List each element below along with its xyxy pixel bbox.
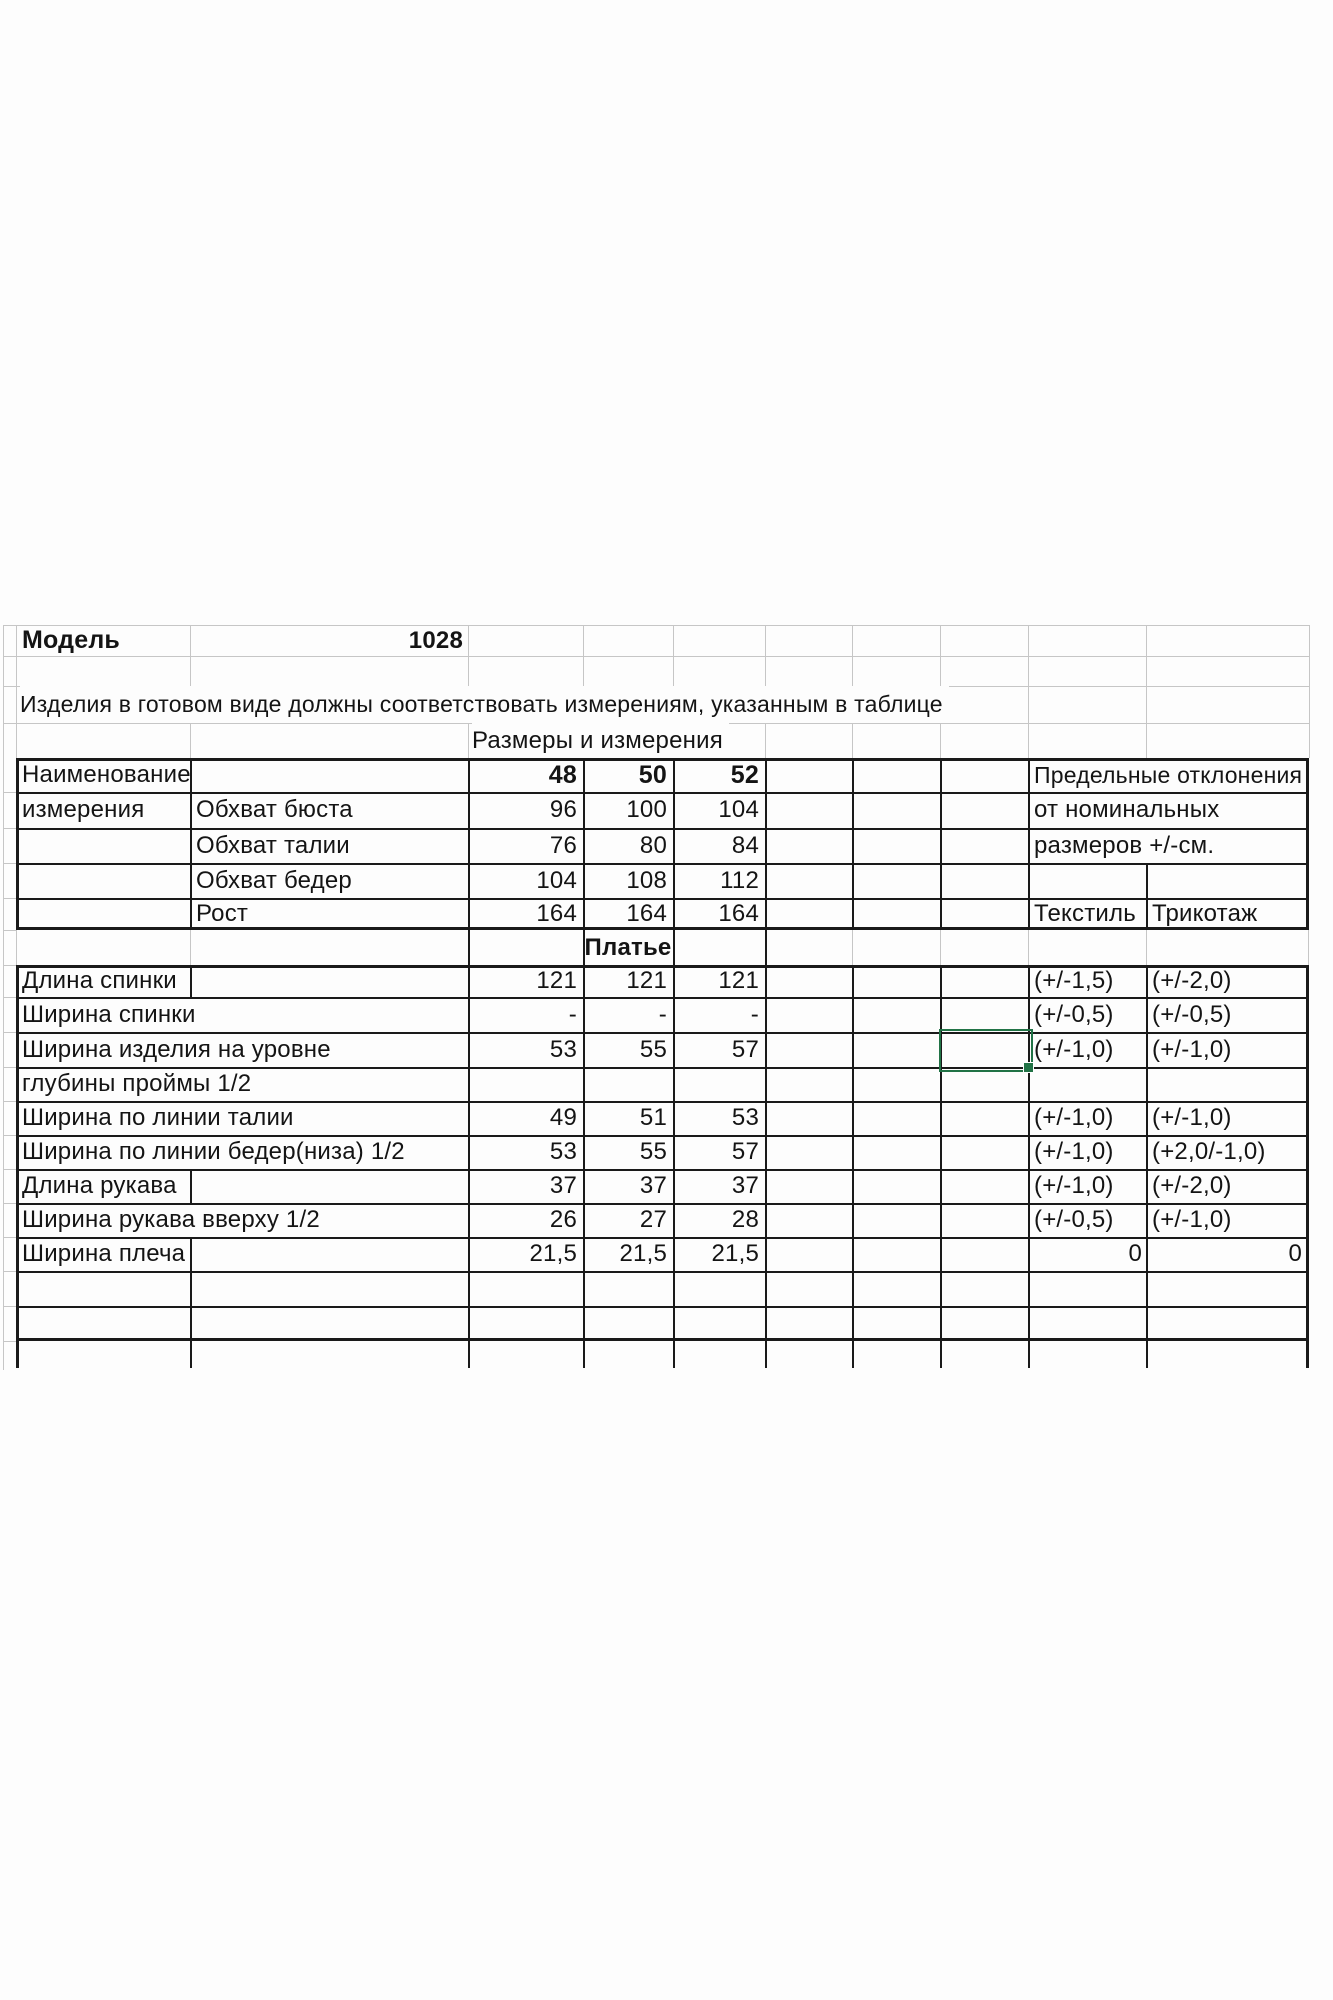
value-cell[interactable]: 21,5 (619, 1240, 667, 1267)
gridline (16, 1341, 19, 1368)
value-cell[interactable]: 57 (731, 1036, 759, 1063)
gridline (765, 1341, 767, 1368)
row-label-cell[interactable]: Ширина по линии бедер(низа) 1/2 (22, 1138, 405, 1165)
tolerance-knit-cell[interactable]: (+/-2,0) (1152, 967, 1232, 994)
value-cell[interactable]: 121 (536, 967, 577, 994)
gridline (1309, 625, 1310, 758)
size-value-cell[interactable]: 164 (626, 900, 667, 927)
value-cell[interactable]: 55 (639, 1138, 667, 1165)
size-value-cell[interactable]: 84 (731, 832, 759, 859)
gridline (3, 792, 16, 793)
size-value-cell[interactable]: 104 (718, 796, 759, 823)
tolerance-note-line2[interactable]: от номинальных (1034, 796, 1220, 823)
size-value-cell[interactable]: 112 (720, 867, 759, 894)
value-cell[interactable]: 37 (639, 1172, 667, 1199)
tolerance-textile-cell[interactable]: (+/-1,0) (1034, 1036, 1114, 1063)
gridline (3, 1306, 16, 1307)
tolerance-textile-cell[interactable]: (+/-0,5) (1034, 1001, 1114, 1028)
gridline (3, 1271, 16, 1272)
gridline (765, 930, 767, 965)
size-header-52[interactable]: 52 (730, 761, 759, 789)
knit-column-header[interactable]: Трикотаж (1152, 900, 1258, 927)
model-value-cell[interactable]: 1028 (408, 627, 463, 654)
gridline (19, 1271, 1306, 1273)
selected-cell[interactable] (939, 1029, 1033, 1072)
value-cell[interactable]: 49 (549, 1104, 577, 1131)
measure-name-cell[interactable]: Обхват талии (196, 832, 350, 859)
row-label-cell[interactable]: Ширина изделия на уровне (22, 1036, 331, 1063)
gridline (190, 1308, 192, 1338)
tolerance-textile-cell[interactable]: (+/-1,0) (1034, 1104, 1114, 1131)
textile-column-header[interactable]: Текстиль (1034, 900, 1136, 927)
measure-name-cell[interactable]: Обхват бедер (196, 867, 352, 894)
gridline (1028, 930, 1029, 965)
value-cell[interactable]: 37 (731, 1172, 759, 1199)
gridline (3, 898, 16, 899)
garment-title-cell[interactable]: Платье (584, 934, 672, 961)
gridline (1028, 968, 1030, 1338)
gridline (1028, 761, 1030, 927)
gridline (3, 1135, 16, 1136)
value-cell[interactable]: 21,5 (711, 1240, 759, 1267)
value-cell[interactable]: 21,5 (529, 1240, 577, 1267)
gridline (765, 968, 767, 1338)
row-label-cell[interactable]: Ширина спинки (22, 1001, 196, 1028)
value-cell[interactable]: - (750, 1001, 759, 1028)
gridline (3, 1032, 16, 1033)
gridline (940, 761, 942, 927)
value-cell[interactable]: 27 (639, 1206, 667, 1233)
tolerance-knit-cell[interactable]: 0 (1288, 1240, 1302, 1267)
gridline (673, 1341, 675, 1368)
measure-name-cell[interactable]: Рост (196, 900, 249, 927)
fill-handle[interactable] (1023, 1062, 1034, 1073)
gridline (3, 656, 1309, 657)
tolerance-textile-cell[interactable]: (+/-1,0) (1034, 1172, 1114, 1199)
gridline (3, 1067, 16, 1068)
gridline (468, 1341, 470, 1368)
gridline (3, 1203, 16, 1204)
row-label-cell[interactable]: Ширина рукава вверху 1/2 (22, 1206, 320, 1233)
gridline (16, 625, 17, 758)
gridline (765, 761, 767, 927)
row-label-cell[interactable]: Длина рукава (22, 1172, 177, 1199)
size-value-cell[interactable]: 100 (626, 796, 667, 823)
gridline (673, 930, 675, 965)
value-cell[interactable]: - (568, 1001, 577, 1028)
section-title-cell[interactable]: Размеры и измерения (472, 723, 729, 758)
gridline (1146, 625, 1147, 758)
gridline (3, 1169, 16, 1170)
gridline (3, 965, 16, 966)
value-cell[interactable]: 53 (549, 1138, 577, 1165)
tolerance-knit-cell[interactable]: (+/-1,0) (1152, 1036, 1232, 1063)
tolerance-knit-cell[interactable]: (+/-1,0) (1152, 1206, 1232, 1233)
gridline (852, 761, 854, 927)
size-value-cell[interactable]: 108 (626, 867, 667, 894)
value-cell[interactable]: 55 (639, 1036, 667, 1063)
value-cell[interactable]: 26 (549, 1206, 577, 1233)
value-cell[interactable]: 121 (718, 967, 759, 994)
gridline (1146, 968, 1148, 1338)
gridline (3, 758, 4, 1370)
gridline (16, 930, 17, 965)
size-header-50[interactable]: 50 (638, 761, 667, 789)
gridline (1146, 863, 1148, 927)
note-cell[interactable]: Изделия в готовом виде должны соответствовать измерениям, указанным в таблице (20, 686, 949, 723)
value-cell[interactable]: - (658, 1001, 667, 1028)
gridline (190, 1273, 192, 1306)
gridline (583, 1341, 585, 1368)
row-label-cell[interactable]: Длина спинки (22, 967, 177, 994)
tolerance-knit-cell[interactable]: (+2,0/-1,0) (1152, 1138, 1266, 1165)
name-header-line1[interactable]: Наименование (22, 761, 191, 788)
tolerance-knit-cell[interactable]: (+/-0,5) (1152, 1001, 1232, 1028)
tolerance-textile-cell[interactable]: (+/-1,5) (1034, 967, 1114, 994)
gridline (1306, 1341, 1309, 1368)
gridline (852, 1341, 854, 1368)
gridline (468, 930, 470, 965)
value-cell[interactable]: 121 (626, 967, 667, 994)
size-header-48[interactable]: 48 (548, 761, 577, 789)
tolerance-textile-cell[interactable]: (+/-0,5) (1034, 1206, 1114, 1233)
value-cell[interactable]: 51 (639, 1104, 667, 1131)
value-cell[interactable]: 53 (731, 1104, 759, 1131)
row-label-cell[interactable]: Ширина плеча (22, 1240, 186, 1267)
gridline (852, 968, 854, 1338)
value-cell[interactable]: 37 (549, 1172, 577, 1199)
gridline (3, 1237, 16, 1238)
gridline (3, 828, 16, 829)
gridline (3, 625, 4, 758)
model-label-cell[interactable]: Модель (22, 626, 120, 654)
gridline (3, 1341, 16, 1342)
gridline (190, 1341, 192, 1368)
gridline (1028, 625, 1029, 758)
value-cell[interactable]: 57 (731, 1138, 759, 1165)
gridline (940, 968, 942, 1338)
size-value-cell[interactable]: 104 (536, 867, 577, 894)
size-value-cell[interactable]: 80 (639, 832, 667, 859)
gridline (19, 1306, 1306, 1308)
gridline (3, 997, 16, 998)
measure-name-cell[interactable]: Обхват бюста (196, 796, 353, 823)
gridline (190, 930, 191, 965)
tolerance-knit-cell[interactable]: (+/-1,0) (1152, 1104, 1232, 1131)
gridline (1146, 1341, 1148, 1368)
gridline (3, 863, 16, 864)
gridline (3, 930, 16, 931)
value-cell[interactable]: 28 (731, 1206, 759, 1233)
gridline (940, 930, 941, 965)
tolerance-note-line1[interactable]: Предельные отклонения (1034, 762, 1303, 788)
size-value-cell[interactable]: 164 (536, 900, 577, 927)
name-header-line2[interactable]: измерения (22, 796, 145, 823)
gridline (1308, 930, 1309, 965)
gridline (1028, 1341, 1030, 1368)
gridline (852, 930, 853, 965)
size-value-cell[interactable]: 76 (549, 832, 577, 859)
size-value-cell[interactable]: 164 (718, 900, 759, 927)
row-label-cell[interactable]: Ширина по линии талии (22, 1104, 294, 1131)
gridline (3, 1101, 16, 1102)
tolerance-textile-cell[interactable]: 0 (1128, 1240, 1142, 1267)
gridline (940, 1341, 942, 1368)
gridline (1146, 930, 1147, 965)
tolerance-note-line3[interactable]: размеров +/-см. (1034, 832, 1215, 859)
size-value-cell[interactable]: 96 (549, 796, 577, 823)
value-cell[interactable]: 53 (549, 1036, 577, 1063)
tolerance-textile-cell[interactable]: (+/-1,0) (1034, 1138, 1114, 1165)
tolerance-knit-cell[interactable]: (+/-2,0) (1152, 1172, 1232, 1199)
row-label-cell[interactable]: глубины проймы 1/2 (22, 1070, 252, 1097)
